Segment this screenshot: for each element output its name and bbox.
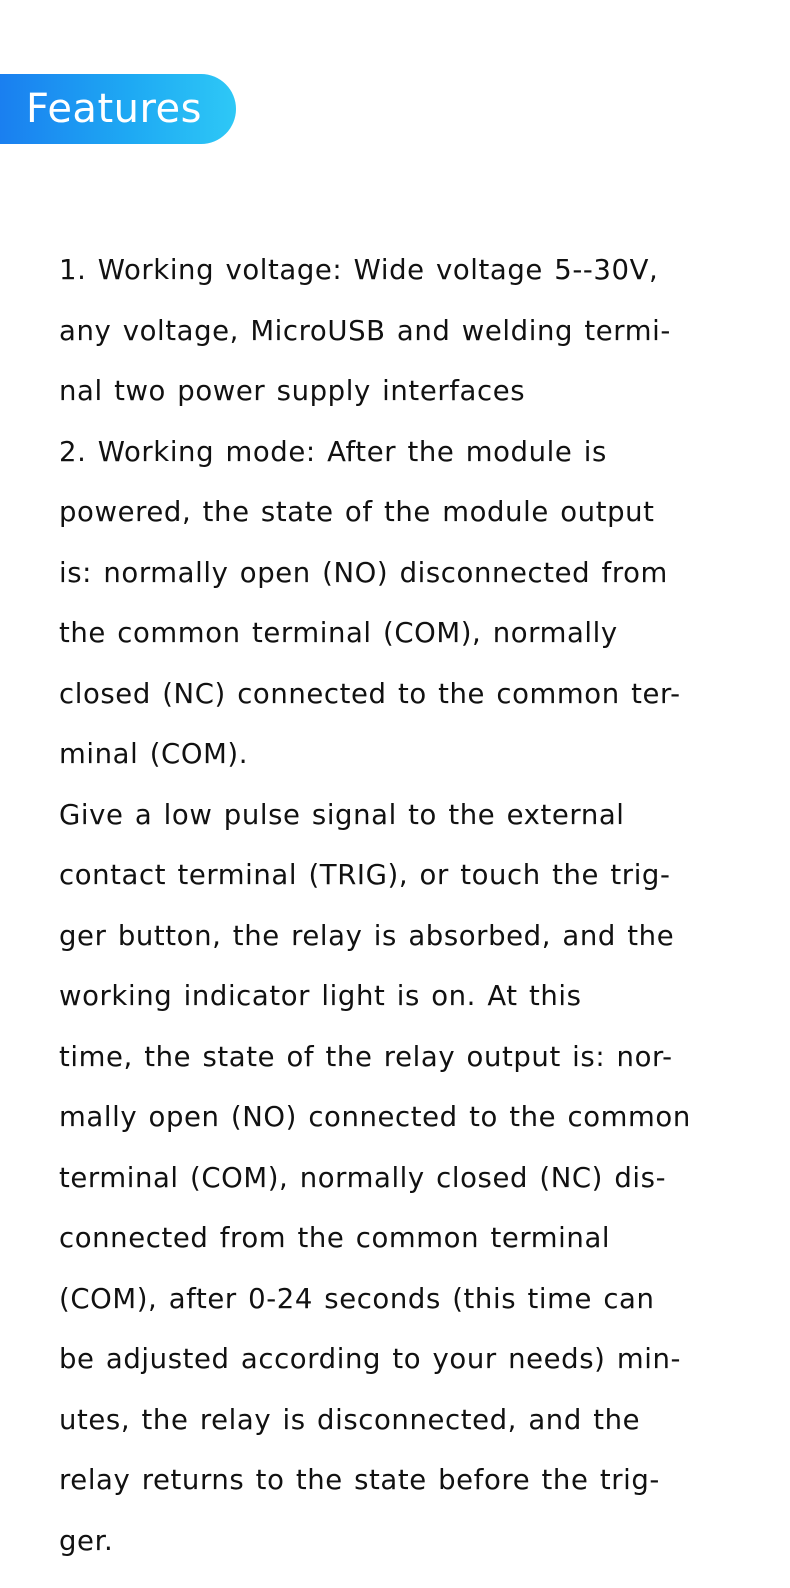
text-line: the common terminal (COM), normally xyxy=(59,617,618,649)
text-line: closed (NC) connected to the common ter- xyxy=(59,677,681,710)
text-line: connected from the common terminal xyxy=(59,1222,611,1254)
features-text xyxy=(59,240,719,1571)
text-line: minal (COM). xyxy=(59,738,249,770)
text-line: utes, the relay is disconnected, and the xyxy=(59,1403,641,1436)
text-line: powered, the state of the module output xyxy=(59,496,655,528)
text-line: 1. Working voltage: Wide voltage 5--30V, xyxy=(59,254,659,286)
text-line: working indicator light is on. At this xyxy=(59,980,582,1012)
page-title: Features xyxy=(26,86,202,132)
text-line: contact terminal (TRIG), or touch the trig- xyxy=(59,859,671,891)
text-line: is: normally open (NO) disconnected from xyxy=(59,556,668,589)
text-line: time, the state of the relay output is: nor- xyxy=(59,1040,673,1073)
text-line: any voltage, MicroUSB and welding termi- xyxy=(59,314,671,347)
text-line: mally open (NO) connected to the common xyxy=(59,1101,691,1133)
text-line: ger. xyxy=(59,1524,114,1557)
features-header-badge xyxy=(0,74,236,144)
text-line: terminal (COM), normally closed (NC) dis- xyxy=(59,1161,667,1194)
text-line: 2. Working mode: After the module is xyxy=(59,435,607,468)
text-line: nal two power supply interfaces xyxy=(59,375,526,407)
text-line: ger button, the relay is absorbed, and the xyxy=(59,919,675,952)
text-line: (COM), after 0-24 seconds (this time can xyxy=(59,1282,655,1315)
text-line: relay returns to the state before the trig- xyxy=(59,1464,660,1496)
text-line: be adjusted according to your needs) min- xyxy=(59,1343,682,1375)
text-line: Give a low pulse signal to the external xyxy=(59,798,625,831)
